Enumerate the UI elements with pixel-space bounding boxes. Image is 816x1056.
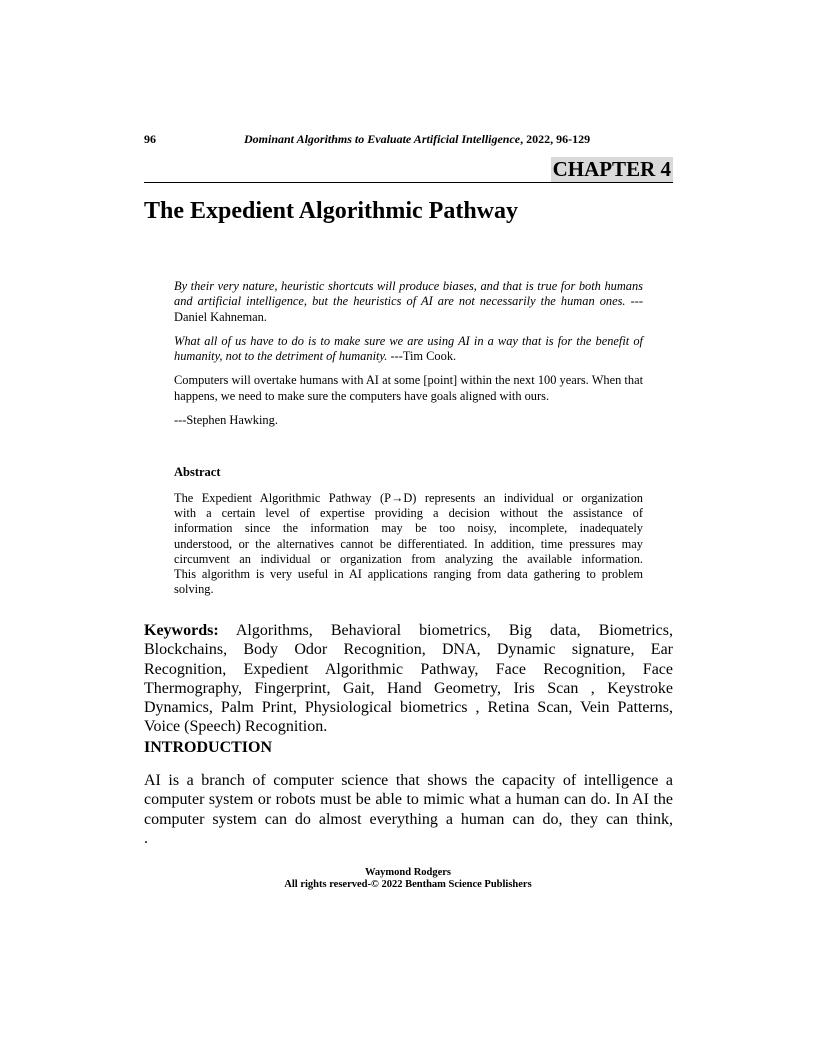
keywords-paragraph	[144, 621, 673, 737]
quote-attribution: ---Tim Cook.	[387, 349, 457, 364]
keywords-line	[144, 621, 673, 640]
quote-text: of humanity, not to the detriment of humanity.	[174, 333, 643, 364]
keywords-text: Algorithms, Behavioral biometrics, Big data, Biometrics,	[218, 622, 673, 639]
keywords-line: Voice (Speech) Recognition.	[144, 718, 328, 736]
quote-attribution: ---Daniel Kahneman.	[174, 294, 643, 324]
introduction-paragraph	[144, 771, 673, 848]
journal-details: , 2022, 96-129	[520, 132, 591, 146]
chapter-title: The Expedient Algorithmic Pathway	[144, 198, 519, 224]
journal-title: Dominant Algorithms to Evaluate Artificial Intelligence	[244, 132, 521, 146]
footer-author: Waymond Rodgers	[364, 867, 452, 878]
keywords-line: Blockchains, Body Odor Recognition, DNA, Dynamic signature, Ear	[144, 641, 673, 659]
quote-text: By their very nature, heuristic shortcuts will produce biases, and that is true for both	[174, 279, 601, 293]
abstract-line: understood, or the alternatives cannot be differentiated. In addition, time pressures may	[174, 536, 643, 551]
quote-text: Computers will overtake humans with AI at some [point] within the next 100 years.	[174, 373, 589, 388]
keywords-label: Keywords:	[144, 622, 219, 639]
intro-line: AI is a branch of computer science that shows the capacity of intelligence a	[144, 772, 673, 789]
epigraph-quotes	[174, 279, 643, 437]
abstract-line: information since the information may be too noisy, incomplete, inadequately	[174, 521, 643, 536]
keywords-line: Thermography, Fingerprint, Gait, Hand Geometry, Iris Scan , Keystroke	[144, 679, 673, 697]
quote-text: human ones.	[560, 294, 626, 309]
page-number: 96	[144, 132, 156, 146]
intro-line: computer system can do almost everything a human can do, they can think,	[144, 810, 673, 828]
header-rule	[144, 182, 673, 183]
abstract-line: with a certain level of expertise providing a decision without the assistance of	[174, 506, 643, 521]
abstract-line: circumvent an individual or organization from analyzing the available information.	[174, 551, 643, 566]
abstract-body	[174, 491, 643, 597]
quote-text: What all of us have to do is to make sure we are using AI in a way that is for the benefit	[174, 333, 630, 348]
introduction-heading: INTRODUCTION	[144, 739, 273, 756]
intro-line: computer system or robots must be able to mimic what a human can do. In AI the	[144, 791, 673, 809]
abstract-heading: Abstract	[174, 465, 221, 479]
quote-cook	[174, 334, 643, 365]
intro-line: .	[144, 829, 148, 847]
abstract-line: The Expedient Algorithmic Pathway (P→D) represents an individual or organization	[174, 491, 643, 505]
quote-text: When that happens, we need to make sure the computers have goals aligned with ours.	[174, 373, 644, 403]
abstract-line: This algorithm is very useful in AI applications ranging from data gathering to problem	[174, 567, 643, 582]
quote-hawking	[174, 373, 643, 404]
running-header	[244, 132, 590, 147]
keywords-line: Dynamics, Palm Print, Physiological biometrics , Retina Scan, Vein Patterns,	[144, 699, 673, 717]
quote-hawking-attribution: ---Stephen Hawking.	[174, 413, 278, 428]
keywords-line: Recognition, Expedient Algorithmic Pathway, Face Recognition, Face	[144, 660, 673, 678]
quote-text: humans and artificial intelligence, but the heuristics of AI are not necessarily the	[174, 279, 643, 309]
abstract-line: solving.	[174, 582, 214, 597]
footer-copyright: All rights reserved-© 2022 Bentham Science Publishers	[284, 879, 532, 890]
quote-kahneman	[174, 279, 643, 325]
chapter-label: CHAPTER 4	[552, 157, 671, 181]
